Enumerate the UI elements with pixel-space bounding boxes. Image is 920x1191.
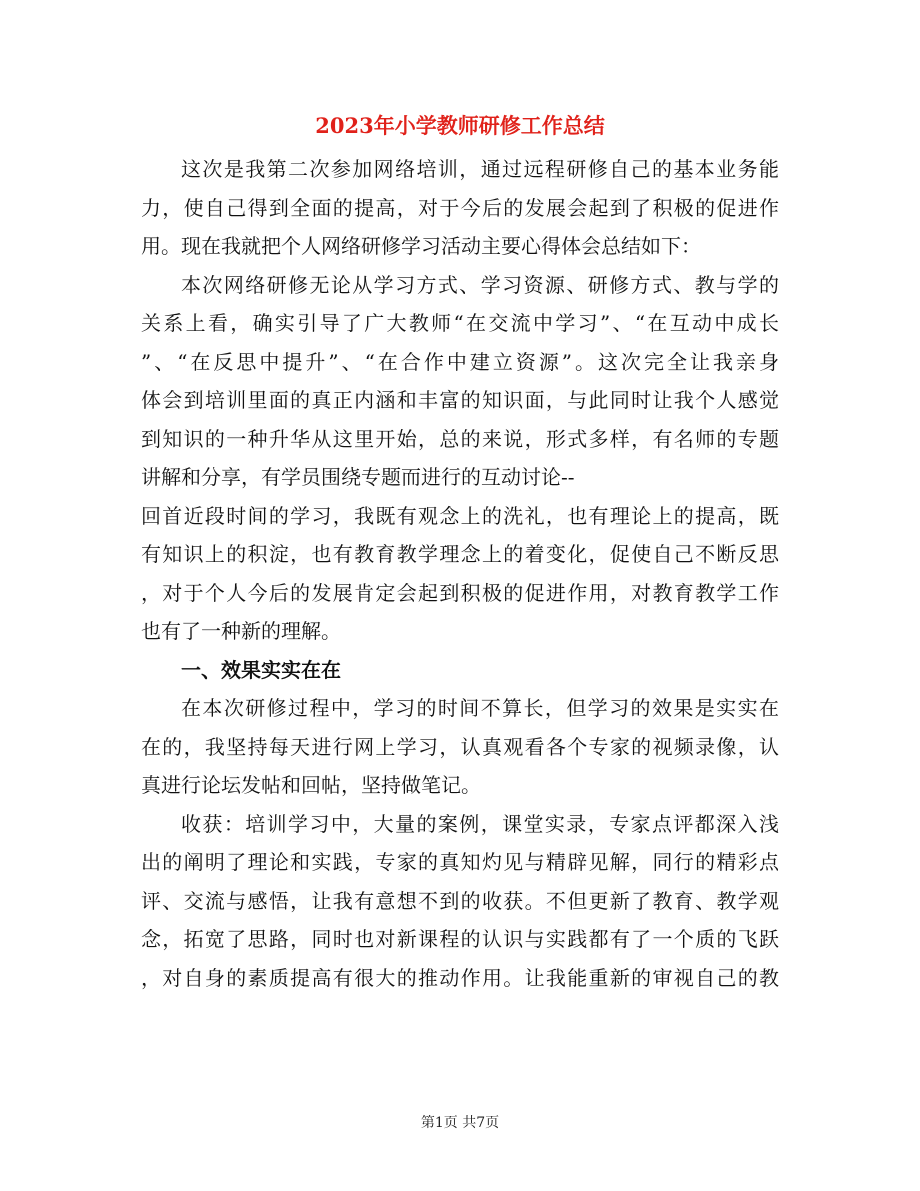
text-line: 在的，我坚持每天进行网上学习，认真观看各个专家的视频录像，认: [141, 734, 779, 759]
text-line: 体会到培训里面的真正内涵和丰富的知识面，与此同时让我个人感觉: [141, 388, 779, 412]
text-line: 本次网络研修无论从学习方式、学习资源、研修方式、教与学的: [181, 272, 779, 297]
document-body: [141, 150, 779, 997]
text-line: 力，使自己得到全面的提高，对于今后的发展会起到了积极的促进作: [141, 195, 779, 220]
text-line: 念，拓宽了思路，同时也对新课程的认识与实践都有了一个质的飞跃: [141, 927, 779, 951]
text-line: ，对于个人今后的发展肯定会起到积极的促进作用，对教育教学工作: [141, 580, 779, 605]
text-line: 用。现在我就把个人网络研修学习活动主要心得体会总结如下：: [141, 234, 701, 258]
text-line: 出的阐明了理论和实践，专家的真知灼见与精辟见解，同行的精彩点: [141, 850, 779, 874]
text-line: 也有了一种新的理解。: [141, 619, 341, 643]
page-footer: 第1页 共7页: [420, 1115, 500, 1131]
section-heading: 一、效果实实在在: [181, 657, 341, 682]
text-line: 评、交流与感悟，让我有意想不到的收获。不但更新了教育、教学观: [141, 888, 779, 913]
text-line: 回首近段时间的学习，我既有观念上的洗礼，也有理论上的提高，既: [141, 503, 779, 528]
text-line: 在本次研修过程中，学习的时间不算长，但学习的效果是实实在: [181, 696, 779, 720]
text-line: 收获：培训学习中，大量的案例，课堂实录，专家点评都深入浅: [181, 811, 779, 836]
text-line: 到知识的一种升华从这里开始，总的来说，形式多样，有名师的专题: [141, 426, 779, 451]
text-line: 有知识上的积淀，也有教育教学理念上的着变化，促使自己不断反思: [141, 542, 779, 566]
document-title: 2023年小学教师研修工作总结: [315, 113, 605, 138]
text-line: 关系上看，确实引导了广大教师“在交流中学习”、“在互动中成长: [141, 311, 779, 335]
text-line: 这次是我第二次参加网络培训，通过远程研修自己的基本业务能: [181, 157, 779, 181]
text-line: 真进行论坛发帖和回帖，坚持做笔记。: [141, 773, 481, 797]
text-line: ，对自身的素质提高有很大的推动作用。让我能重新的审视自己的教: [141, 965, 779, 990]
text-line: ”、“在反思中提升”、“在合作中建立资源”。这次完全让我亲身: [141, 349, 779, 374]
text-line: 讲解和分享，有学员围绕专题而进行的互动讨论--: [141, 465, 575, 489]
